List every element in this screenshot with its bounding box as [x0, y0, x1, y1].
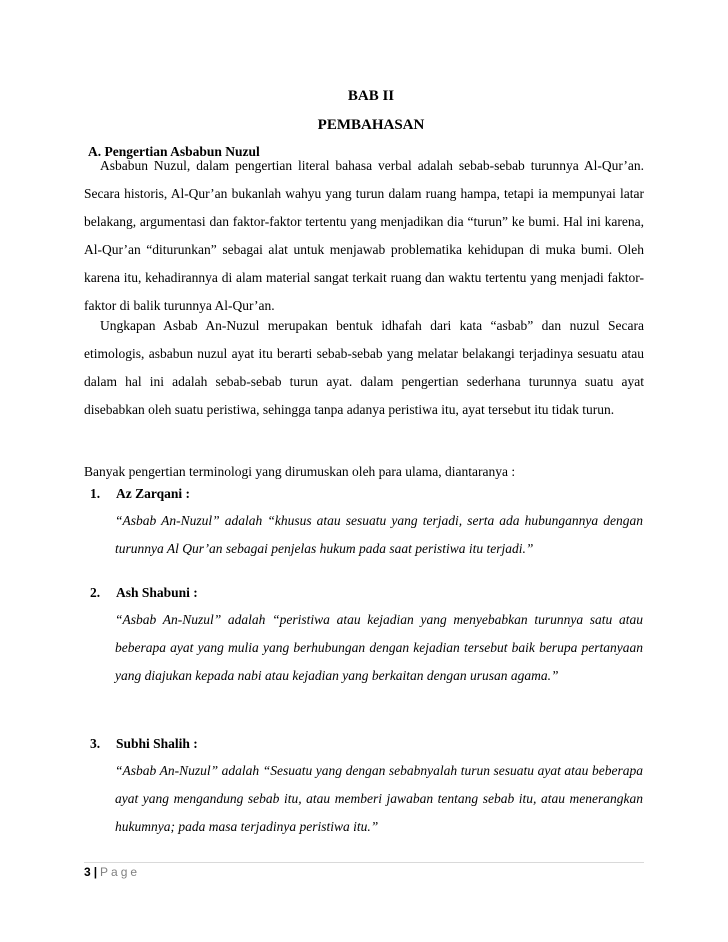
list-item-heading-2: [90, 585, 198, 601]
scholar-name: Az Zarqani :: [116, 486, 191, 501]
intro-text: Banyak pengertian terminologi yang dirumuskan oleh para ulama, diantaranya :: [84, 464, 516, 479]
list-item-heading-1: [90, 486, 190, 502]
page-footer: [84, 865, 140, 879]
paragraph-2: Ungkapan Asbab An-Nuzul merupakan bentuk idhafah dari kata “asbab” dan nuzul Secara etimologis, asbabun nuzul ayat itu berarti sebab-sebab yang melatar belakangi terjadinya sesuatu atau dalam hal ini adalah sebab-sebab turun ayat. dalam pengertian sederhana turunnya suatu ayat disebabkan oleh suatu peristiwa, sehingga tanpa adanya peristiwa itu, ayat tersebut itu tidak turun.: [84, 318, 644, 417]
list-number: 1.: [90, 486, 101, 501]
definition-quote-2: “Asbab An-Nuzul” adalah “peristiwa atau kejadian yang menyebabkan turunnya satu atau beberapa ayat yang mulia yang berhubungan dengan kejadian tersebut baik berupa pertanyaan yang diajukan kepada nabi atau kejadian yang berkaitan dengan urusan agama.”: [115, 612, 643, 683]
footer-separator: |: [93, 865, 98, 879]
scholar-name: Ash Shabuni :: [116, 585, 198, 600]
page-label: Page: [100, 865, 141, 879]
definition-quote-3: “Asbab An-Nuzul” adalah “Sesuatu yang dengan sebabnyalah turun sesuatu ayat atau beberapa ayat yang mengandung sebab itu, atau memberi jawaban tentang sebab itu, atau menerangkan hukumnya; pada masa terjadinya peristiwa itu.”: [115, 763, 643, 834]
definition-quote-1: “Asbab An-Nuzul” adalah “khusus atau sesuatu yang terjadi, serta ada hubungannya dengan turunnya Al Qur’an sebagai penjelas hukum pada saat peristiwa itu terjadi.”: [115, 513, 643, 556]
list-item-heading-3: [90, 736, 198, 752]
chapter-title: BAB II: [347, 88, 395, 104]
list-number: 2.: [90, 585, 101, 600]
list-number: 3.: [90, 736, 101, 751]
footer-divider: [84, 862, 644, 863]
paragraph-1: Asbabun Nuzul, dalam pengertian literal bahasa verbal adalah sebab-sebab turunnya Al-Qur’an. Secara historis, Al-Qur’an bukanlah wahyu yang turun dalam ruang hampa, tetapi ia mempunyai latar belakang, argumentasi dan faktor-faktor tertentu yang menjadikan dia “turun” ke bumi. Hal ini karena, Al-Qur’an “diturunkan” sebagai alat untuk menjawab problematika kehidupan di muka bumi. Oleh karena itu, kehadirannya di alam material sangat terkait ruang dan waktu tertentu yang menjadi faktor-faktor di balik turunnya Al-Qur’an.: [84, 158, 644, 313]
section-heading: A. Pengertian Asbabun Nuzul: [88, 144, 260, 159]
section-title: PEMBAHASAN: [317, 117, 425, 133]
page-number: 3: [84, 865, 91, 879]
scholar-name: Subhi Shalih :: [116, 736, 198, 751]
